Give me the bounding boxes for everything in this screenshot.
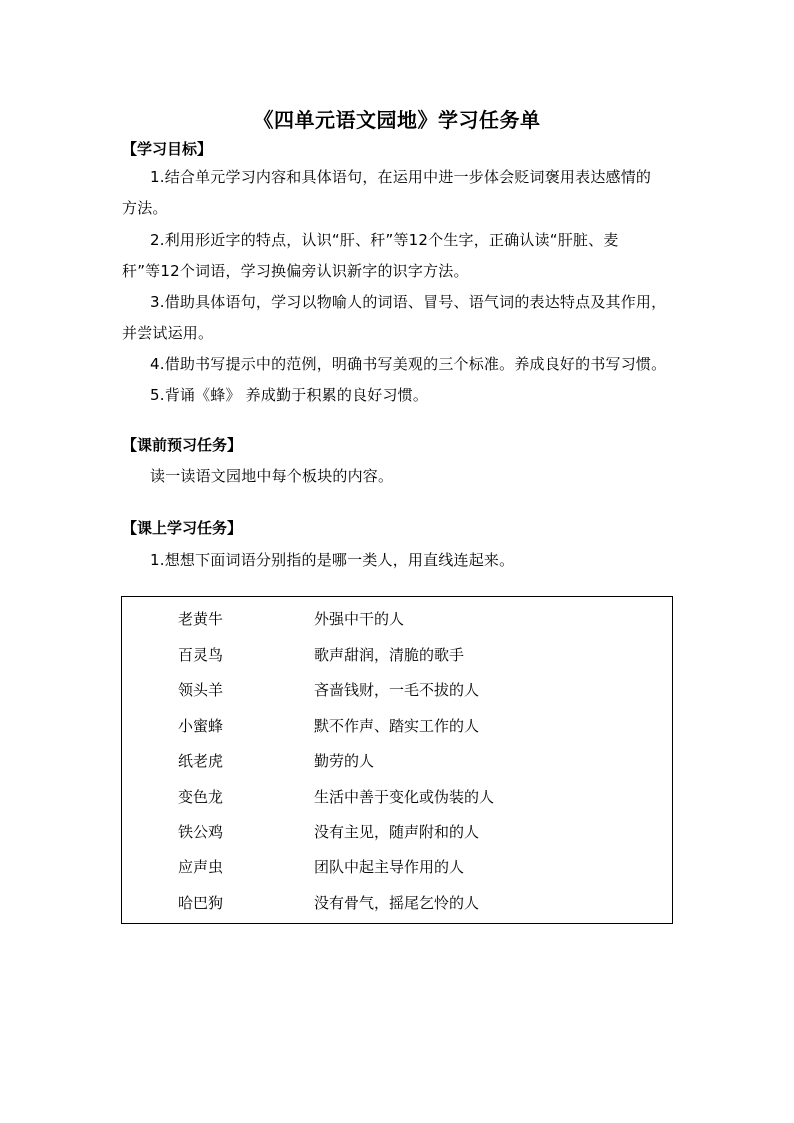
goal-line: 3.借助具体语句，学习以物喻人的词语、冒号、语气词的表达特点及其作用，	[150, 293, 667, 311]
matching-term[interactable]: 应声虫	[178, 858, 224, 876]
matching-row	[122, 608, 672, 632]
matching-meaning[interactable]: 外强中干的人	[314, 610, 405, 628]
goal-line: 4.借助书写提示中的范例，明确书写美观的三个标准。养成良好的书写习惯。	[150, 355, 667, 373]
matching-meaning[interactable]: 歌声甜润，清脆的歌手	[314, 646, 465, 664]
matching-row	[122, 786, 672, 810]
matching-meaning[interactable]: 团队中起主导作用的人	[314, 858, 465, 876]
matching-term[interactable]: 哈巴狗	[178, 894, 224, 912]
section-heading-class: 【课上学习任务】	[122, 519, 243, 537]
matching-term[interactable]: 纸老虎	[178, 752, 224, 770]
goal-line: 秆”等12个词语，学习换偏旁认识新字的识字方法。	[122, 262, 469, 280]
matching-meaning[interactable]: 吝啬钱财，一毛不拔的人	[314, 681, 480, 699]
class-instruction: 1.想想下面词语分别指的是哪一类人，用直线连起来。	[150, 551, 515, 569]
matching-box	[121, 596, 673, 924]
matching-term[interactable]: 领头羊	[178, 681, 224, 699]
page-title: 《四单元语文园地》学习任务单	[253, 108, 541, 132]
matching-term[interactable]: 变色龙	[178, 788, 224, 806]
matching-row	[122, 856, 672, 880]
goal-line: 方法。	[122, 199, 168, 217]
matching-meaning[interactable]: 没有骨气，摇尾乞怜的人	[314, 894, 480, 912]
matching-meaning[interactable]: 生活中善于变化或伪装的人	[314, 788, 495, 806]
matching-row	[122, 892, 672, 916]
matching-row	[122, 715, 672, 739]
matching-meaning[interactable]: 默不作声、踏实工作的人	[314, 717, 480, 735]
matching-term[interactable]: 小蜜蜂	[178, 717, 224, 735]
goal-line: 2.利用形近字的特点，认识“肝、秆”等12个生字，正确认读“肝脏、麦	[150, 231, 619, 249]
goal-line: 5.背诵《蜂》 养成勤于积累的良好习惯。	[150, 386, 429, 404]
goal-line: 并尝试运用。	[122, 324, 214, 342]
matching-row	[122, 644, 672, 668]
section-heading-preview: 【课前预习任务】	[122, 436, 243, 454]
matching-row	[122, 821, 672, 845]
matching-term[interactable]: 铁公鸡	[178, 823, 224, 841]
matching-row	[122, 750, 672, 774]
matching-term[interactable]: 老黄牛	[178, 610, 224, 628]
goal-line: 1.结合单元学习内容和具体语句，在运用中进一步体会贬词褒用表达感情的	[150, 168, 652, 186]
matching-row	[122, 679, 672, 703]
section-heading-goals: 【学习目标】	[122, 140, 213, 158]
matching-meaning[interactable]: 勤劳的人	[314, 752, 375, 770]
matching-meaning[interactable]: 没有主见，随声附和的人	[314, 823, 480, 841]
preview-text: 读一读语文园地中每个板块的内容。	[150, 467, 394, 485]
matching-term[interactable]: 百灵鸟	[178, 646, 224, 664]
